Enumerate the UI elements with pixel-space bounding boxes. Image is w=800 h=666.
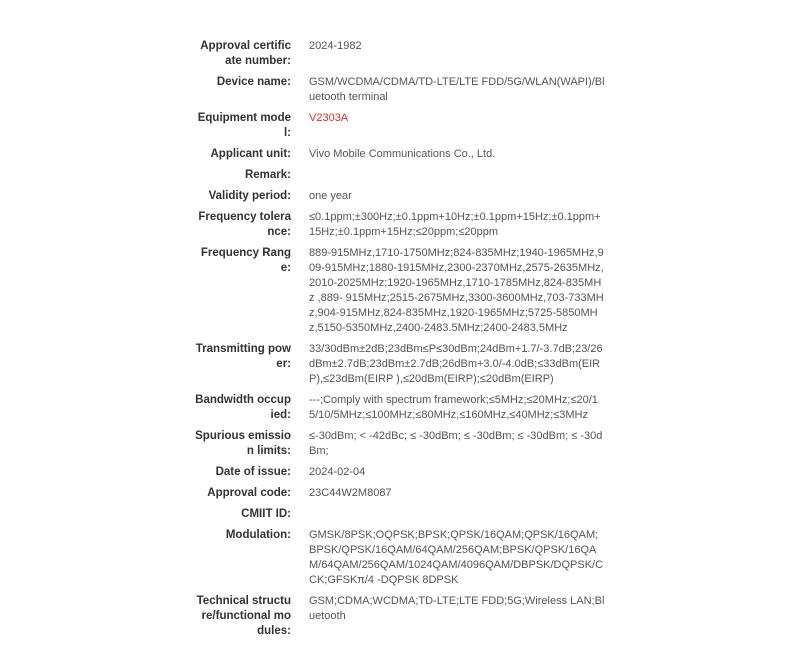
field-approval-certificate-number xyxy=(195,39,615,69)
field-remark xyxy=(195,168,615,183)
field-label: Applicant unit: xyxy=(210,148,291,160)
field-value: ---;Comply with spectrum framework;≤5MHz;≤20MHz;≤20/15/10/5MHz;≤100MHz;≤80MHz,≤160MHz,≤40MHz;≤3MHz xyxy=(309,394,598,421)
field-label: Frequency tolerance: xyxy=(198,211,291,238)
field-technical-structure xyxy=(195,594,615,639)
field-validity-period xyxy=(195,189,615,204)
field-label: Bandwidth occupied: xyxy=(195,394,291,421)
field-date-of-issue xyxy=(195,465,615,480)
field-value: 889-915MHz,1710-1750MHz;824-835MHz;1940-1965MHz,909-915MHz;1880-1915MHz,2300-2370MHz,2575-2635MHz,2010-2025MHz;1920-1965MHz,1710-1785MHz,824-835MHz ,889- 915MHz;2515-2675MHz,3300-3600MHz,703-733MHz,904-915MHz,824-835MHz,1920-1965MHz;5725-5850MHz,5150-5350MHz,2400-2483.5MHz;2400-2483.5MHz xyxy=(309,247,604,334)
field-label: Approval certificate number: xyxy=(200,40,291,67)
field-label: Equipment model: xyxy=(197,112,291,139)
field-label: Date of issue: xyxy=(215,466,291,478)
field-value: GMSK/8PSK;OQPSK;BPSK;QPSK/16QAM;QPSK/16QAM;BPSK/QPSK/16QAM/64QAM/256QAM;BPSK/QPSK/16QAM/64QAM/256QAM/1024QAM/4096QAM/DBPSK/DQPSK/CCK;GFSKπ/4 -DQPSK 8DPSK xyxy=(309,529,604,586)
field-value: 2024-1982 xyxy=(309,40,362,52)
field-label: Transmitting power: xyxy=(195,343,291,370)
equipment-model-value: V2303A xyxy=(309,112,349,124)
field-label: Modulation: xyxy=(225,529,291,541)
field-value: 23C44W2M8087 xyxy=(309,487,392,499)
field-equipment-model xyxy=(195,111,615,141)
field-frequency-range xyxy=(195,246,615,336)
field-device-name xyxy=(195,75,615,105)
field-label: Spurious emission limits: xyxy=(195,430,291,457)
field-frequency-tolerance xyxy=(195,210,615,240)
field-label: Remark: xyxy=(244,169,291,181)
field-value: 33/30dBm±2dB;23dBm≤P≤30dBm;24dBm+1.7/-3.7dB;23/26dBm±2.7dB;23dBm±2.7dB;26dBm+3.0/-4.0dB;≤33dBm(EIRP),≤23dBm(EIRP ),≤20dBm(EIRP);≤20dBm(EIRP) xyxy=(309,343,603,385)
field-label: Frequency Range: xyxy=(200,247,291,274)
field-value: GSM;CDMA;WCDMA;TD-LTE;LTE FDD;5G;Wireless LAN;Bluetooth xyxy=(309,595,605,622)
field-value: Vivo Mobile Communications Co., Ltd. xyxy=(309,148,496,160)
field-value: ≤-30dBm; < -42dBc; ≤ -30dBm; ≤ -30dBm; ≤ -30dBm; ≤ -30dBm; xyxy=(309,430,603,457)
field-modulation xyxy=(195,528,615,588)
field-value: GSM/WCDMA/CDMA/TD-LTE/LTE FDD/5G/WLAN(WAPI)/Bluetooth terminal xyxy=(309,76,605,103)
field-label: Device name: xyxy=(216,76,291,88)
field-spurious-emission-limits xyxy=(195,429,615,459)
field-bandwidth-occupied xyxy=(195,393,615,423)
field-label: Technical structure/functional modules: xyxy=(196,595,291,637)
field-approval-code xyxy=(195,486,615,501)
field-value: one year xyxy=(309,190,352,202)
field-value: ≤0.1ppm;±300Hz;±0.1ppm+10Hz;±0.1ppm+15Hz;±0.1ppm+15Hz;±0.1ppm+15Hz;≤20ppm;≤20ppm xyxy=(309,211,601,238)
field-value: 2024-02-04 xyxy=(309,466,366,478)
field-transmitting-power xyxy=(195,342,615,387)
field-applicant-unit xyxy=(195,147,615,162)
field-cmiit-id xyxy=(195,507,615,522)
field-label: Validity period: xyxy=(208,190,291,202)
approval-record xyxy=(195,39,615,645)
field-label: CMIIT ID: xyxy=(241,508,291,520)
field-label: Approval code: xyxy=(207,487,291,499)
